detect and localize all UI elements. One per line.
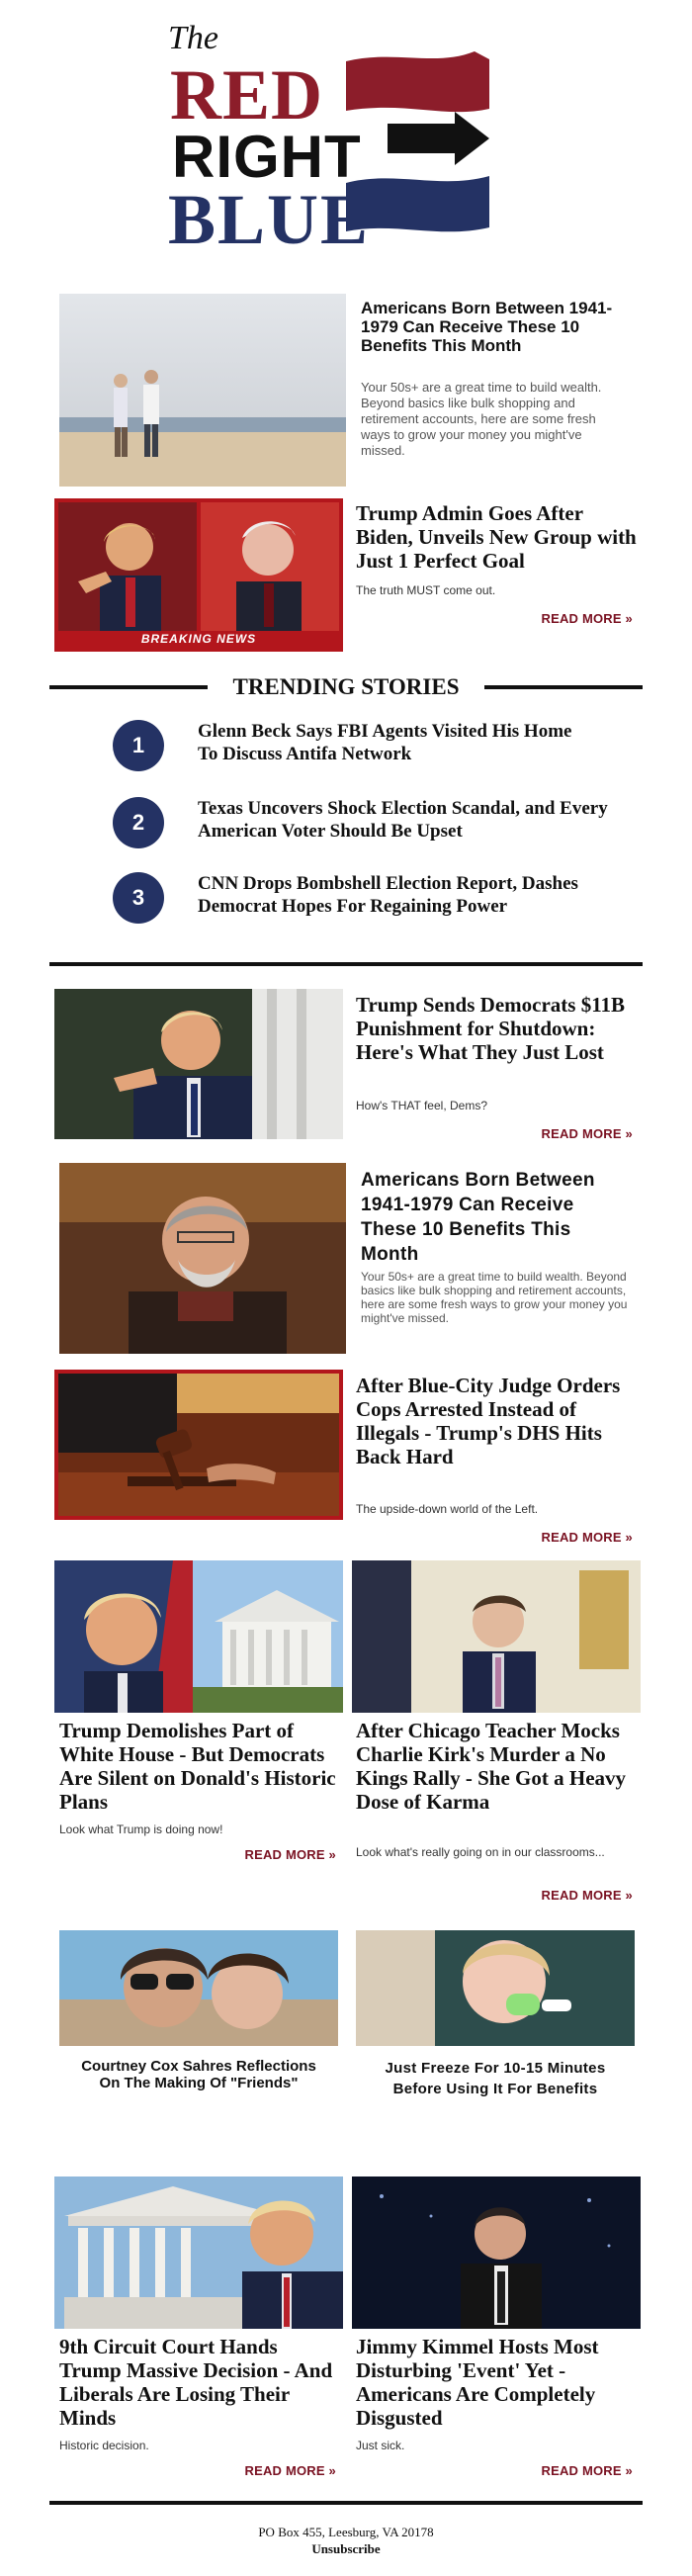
breaking-news-banner: BREAKING NEWS <box>58 631 339 648</box>
read-more-link[interactable]: READ MORE » <box>541 611 633 626</box>
trending-item-title[interactable]: CNN Drops Bombshell Election Report, Dashes Democrat Hopes For Regaining Power <box>198 873 578 917</box>
ad-title[interactable]: Just Freeze For 10-15 Minutes Before Using It For Benefits <box>385 2060 606 2097</box>
article-title[interactable]: Americans Born Between 1941-1979 Can Receive These 10 Benefits This Month <box>361 1170 595 1265</box>
article-title[interactable]: Trump Sends Democrats $11B Punishment for Shutdown: Here's What They Just Lost <box>356 993 626 1064</box>
divider-left <box>49 685 208 689</box>
logo-red: RED <box>170 55 324 134</box>
logo-blue: BLUE <box>168 180 371 259</box>
read-more-link[interactable]: READ MORE » <box>244 2463 336 2478</box>
article-title[interactable]: Trump Admin Goes After Biden, Unveils New Group with Just 1 Perfect Goal <box>356 501 637 573</box>
ad-title[interactable]: Courtney Cox Sahres Reflections On The Making Of "Friends" <box>81 2058 316 2091</box>
logo-the: The <box>168 20 218 56</box>
article-title[interactable]: After Blue-City Judge Orders Cops Arrested Instead of Illegals - Trump's DHS Hits Back Hard <box>356 1374 621 1468</box>
article-description: The truth MUST come out. <box>356 583 496 597</box>
article-image-jimmy-kimmel[interactable] <box>352 2176 641 2329</box>
article-image-supreme-court[interactable] <box>54 2176 343 2329</box>
article-image-senior-man[interactable] <box>59 1163 346 1354</box>
article-image-beach-couple[interactable] <box>59 294 346 487</box>
trending-number: 1 <box>113 720 164 771</box>
brand-logo[interactable] <box>158 20 534 267</box>
read-more-link[interactable]: READ MORE » <box>541 1530 633 1545</box>
article-title[interactable]: Jimmy Kimmel Hosts Most Disturbing 'Event' Yet - Americans Are Completely Disgusted <box>356 2335 599 2430</box>
article-description: How's THAT feel, Dems? <box>356 1099 487 1112</box>
trending-item-title[interactable]: Glenn Beck Says FBI Agents Visited His Home To Discuss Antifa Network <box>198 721 572 764</box>
section-divider <box>49 962 643 966</box>
read-more-link[interactable]: READ MORE » <box>541 1888 633 1903</box>
trending-item-title[interactable]: Texas Uncovers Shock Election Scandal, and Every American Voter Should Be Upset <box>198 798 608 842</box>
article-title[interactable]: 9th Circuit Court Hands Trump Massive Decision - And Liberals Are Losing Their Minds <box>59 2335 333 2430</box>
article-description: Look what's really going on in our classrooms... <box>356 1845 605 1859</box>
logo-right: RIGHT <box>172 124 362 190</box>
read-more-link[interactable]: READ MORE » <box>541 2463 633 2478</box>
article-description: Look what Trump is doing now! <box>59 1822 223 1836</box>
read-more-link[interactable]: READ MORE » <box>541 1126 633 1141</box>
article-description: Your 50s+ are a great time to build wealth. Beyond basics like bulk shopping and retirement accounts, here are some fresh ways to grow your money you might've missed. <box>361 1270 628 1325</box>
unsubscribe-link[interactable]: Unsubscribe <box>311 2541 381 2556</box>
article-image-trump-pointing[interactable] <box>54 989 343 1139</box>
article-image-charlie-kirk[interactable] <box>352 1560 641 1713</box>
article-image-judge-gavel[interactable] <box>54 1370 343 1520</box>
footer-address: PO Box 455, Leesburg, VA 20178 <box>258 2525 434 2539</box>
trending-heading: TRENDING STORIES <box>232 674 460 699</box>
ad-image-face-freeze[interactable] <box>356 1930 635 2046</box>
read-more-link[interactable]: READ MORE » <box>244 1847 336 1862</box>
article-description: Your 50s+ are a great time to build wealth. Beyond basics like bulk shopping and retirement accounts, here are some fresh ways to grow your money you might've missed. <box>361 380 602 458</box>
article-image-white-house[interactable] <box>54 1560 343 1713</box>
ad-image-courtney-cox[interactable] <box>59 1930 338 2046</box>
footer-divider <box>49 2501 643 2505</box>
article-title[interactable]: Americans Born Between 1941-1979 Can Receive These 10 Benefits This Month <box>361 299 613 355</box>
article-title[interactable]: After Chicago Teacher Mocks Charlie Kirk's Murder a No Kings Rally - She Got a Heavy Dose of Karma <box>356 1719 627 1814</box>
article-description: Historic decision. <box>59 2439 149 2452</box>
divider-right <box>484 685 643 689</box>
article-title[interactable]: Trump Demolishes Part of White House - But Democrats Are Silent on Donald's Historic Plans <box>59 1719 336 1814</box>
article-image-trump-biden[interactable] <box>54 498 343 652</box>
trending-number: 3 <box>113 872 164 924</box>
article-description: The upside-down world of the Left. <box>356 1502 539 1516</box>
article-description: Just sick. <box>356 2439 405 2452</box>
trending-number: 2 <box>113 797 164 848</box>
